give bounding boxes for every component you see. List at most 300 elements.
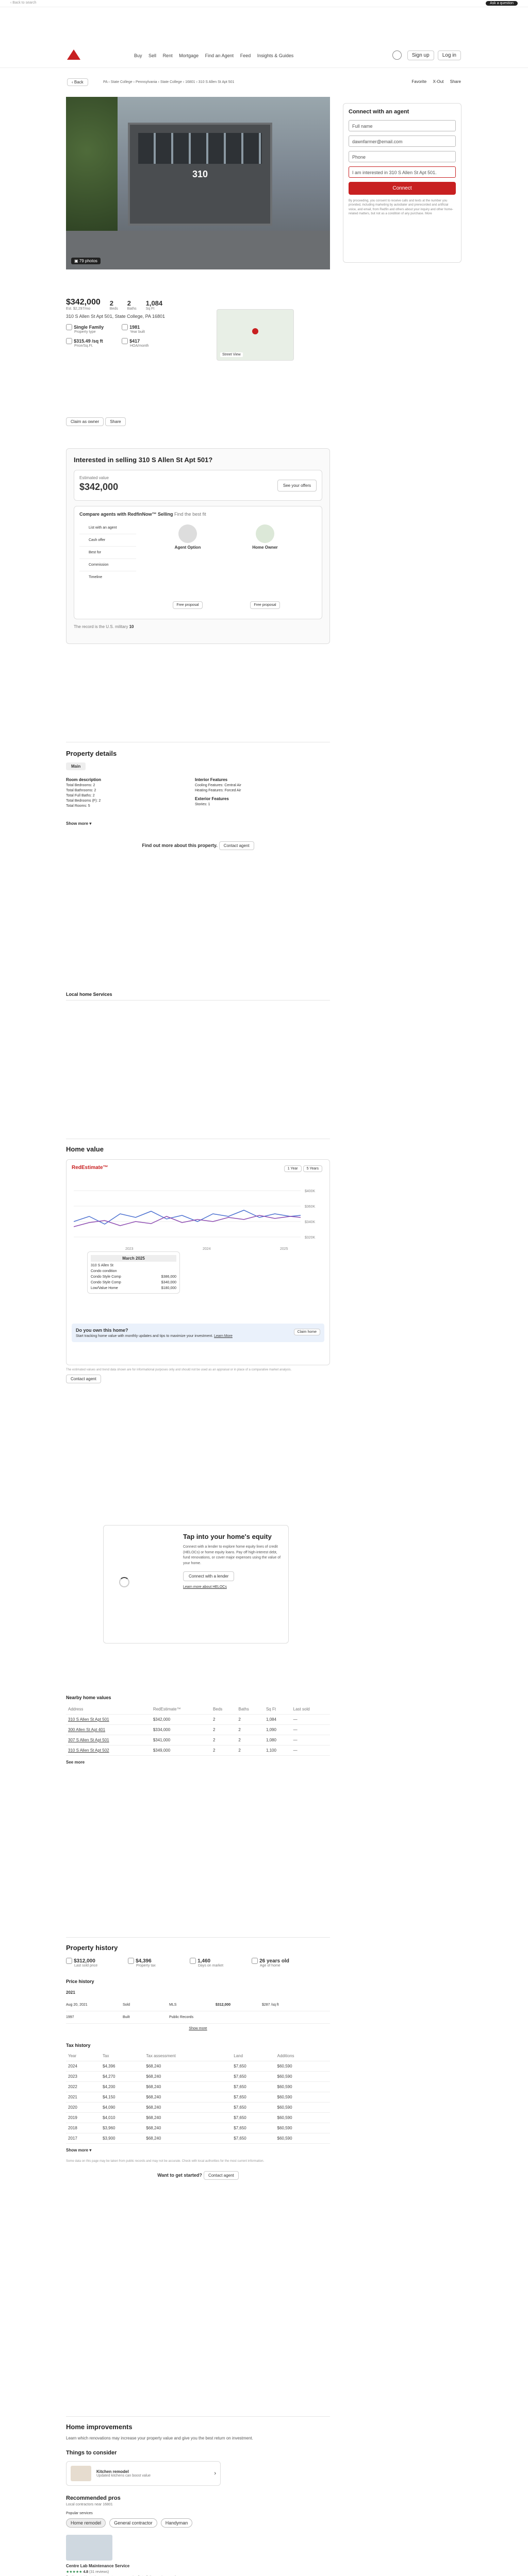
cell: $60,590 bbox=[275, 2082, 330, 2092]
star-icon: ★★★★★ bbox=[66, 2570, 82, 2574]
stat-value: $312,000 bbox=[74, 1958, 95, 1964]
exterior-item: Stories: 1 bbox=[195, 803, 210, 806]
pros-title: Recommended pros bbox=[66, 2495, 121, 2501]
compare-col-2 bbox=[239, 524, 291, 609]
cell: $4,396 bbox=[101, 2061, 144, 2072]
history-contact-text: Want to get started? bbox=[157, 2173, 202, 2178]
ask-question-pill[interactable]: Ask a question bbox=[486, 1, 518, 6]
cell: $68,240 bbox=[144, 2082, 232, 2092]
sqft-label: Sq Ft bbox=[145, 307, 155, 311]
col-header: Year bbox=[66, 2051, 101, 2061]
cell: $68,240 bbox=[144, 2123, 232, 2133]
nav-mortgage[interactable]: Mortgage bbox=[179, 53, 199, 58]
cell: $4,150 bbox=[101, 2092, 144, 2103]
owner-avatar bbox=[256, 524, 274, 543]
cell: $7,650 bbox=[232, 2072, 275, 2082]
cell: 1,080 bbox=[264, 1735, 291, 1745]
address: 310 S Allen St Apt 501, State College, PA 16801 bbox=[66, 314, 165, 319]
nav-feed[interactable]: Feed bbox=[240, 53, 251, 58]
fact-icon bbox=[122, 324, 128, 330]
breadcrumb-item[interactable]: State College bbox=[160, 80, 182, 84]
cell: $60,590 bbox=[275, 2113, 330, 2123]
equity-text: Connect with a lender to explore home equity lines of credit (HELOCs) or home equity loans. Pay off high-interest debt, fund renovations, or cover major expenses using the value of your home. bbox=[183, 1545, 281, 1565]
fact-label: HOA/month bbox=[130, 344, 149, 348]
cell: 2 bbox=[236, 1745, 264, 1756]
compare-col-2-button[interactable]: Free proposal bbox=[250, 601, 279, 609]
street-ground bbox=[66, 231, 330, 269]
cell: $7,650 bbox=[232, 2113, 275, 2123]
stat-label: Last sold price bbox=[74, 1964, 98, 1968]
back-button[interactable]: ‹ Back bbox=[67, 78, 88, 86]
history-contact-button[interactable]: Contact agent bbox=[204, 2171, 239, 2180]
home-value-disclaimer: The estimated values and trend data shown are for informational purposes only and should not be used as an appraisal or in place of a comparative market analysis. bbox=[66, 1368, 292, 1371]
table-row bbox=[66, 2072, 330, 2082]
nav-rent[interactable]: Rent bbox=[162, 53, 173, 58]
table-row[interactable] bbox=[66, 1745, 330, 1756]
cell: — bbox=[291, 1735, 330, 1745]
building-number: 310 bbox=[192, 169, 208, 179]
cell: 2019 bbox=[66, 2113, 101, 2123]
x-tick: 2024 bbox=[203, 1247, 211, 1251]
tooltip-val: $340,000 bbox=[161, 1281, 176, 1284]
price-event: Sold bbox=[123, 2003, 130, 2007]
message-field[interactable]: I am interested in 310 S Allen St Apt 501. bbox=[349, 166, 456, 178]
room-item: Total Bedrooms (F): 2 bbox=[66, 799, 101, 803]
thing-card[interactable] bbox=[66, 2461, 221, 2486]
home-value-contact-button[interactable]: Contact agent bbox=[66, 1375, 101, 1383]
cell: $60,590 bbox=[275, 2072, 330, 2082]
compare-row: Timeline bbox=[89, 575, 103, 579]
cell: $4,270 bbox=[101, 2072, 144, 2082]
stat-value: 26 years old bbox=[259, 1958, 289, 1964]
price-psf: $287 /sq ft bbox=[262, 2003, 279, 2007]
cell: 2023 bbox=[66, 2072, 101, 2082]
cell: $68,240 bbox=[144, 2113, 232, 2123]
nearby-title: Nearby home values bbox=[66, 1695, 111, 1700]
share-button[interactable]: Share bbox=[105, 417, 125, 426]
address-cell[interactable]: 307 S Allen St Apt 501 bbox=[66, 1735, 151, 1745]
price-date: 1997 bbox=[66, 2015, 74, 2020]
equity-card bbox=[103, 1525, 289, 1643]
property-details bbox=[66, 742, 330, 927]
renovation-icon bbox=[71, 2466, 91, 2481]
breadcrumb-item[interactable]: PA bbox=[103, 80, 108, 84]
compare-col-1-button[interactable]: Free proposal bbox=[173, 601, 202, 609]
banner-link[interactable]: Learn More bbox=[214, 1334, 233, 1338]
table-row bbox=[66, 2113, 330, 2123]
cell: $7,650 bbox=[232, 2061, 275, 2072]
redfin-logo[interactable] bbox=[67, 49, 80, 60]
stat-icon bbox=[128, 1958, 134, 1964]
cell: $60,590 bbox=[275, 2061, 330, 2072]
breadcrumb-item[interactable]: State College bbox=[110, 80, 133, 84]
own-home-banner bbox=[72, 1324, 324, 1342]
compare-row: Cash offer bbox=[79, 534, 136, 547]
estimate-box bbox=[74, 470, 322, 501]
tooltip-title: March 2025 bbox=[91, 1255, 176, 1262]
table-row[interactable] bbox=[66, 1725, 330, 1735]
estimate-chart-card bbox=[66, 1159, 330, 1365]
thing-sub: Updated kitchens can boost value bbox=[96, 2474, 151, 2478]
cell: $4,090 bbox=[101, 2103, 144, 2113]
breadcrumb-item[interactable]: 310 S Allen St Apt 501 bbox=[198, 80, 235, 84]
col-header: RedEstimate™ bbox=[151, 1704, 211, 1715]
cell: $68,240 bbox=[144, 2092, 232, 2103]
stat-label: Age of home bbox=[260, 1964, 280, 1968]
tooltip-key: Condo Style Comp bbox=[91, 1275, 121, 1279]
banner-text: Start tracking home value with monthly updates and tips to maximize your investment. bbox=[76, 1334, 213, 1338]
home-value bbox=[66, 1139, 330, 1406]
cell: — bbox=[291, 1745, 330, 1756]
price-label: Est. $2,297/mo bbox=[66, 307, 91, 311]
cell: $7,650 bbox=[232, 2103, 275, 2113]
phone-field[interactable]: Phone bbox=[349, 151, 456, 162]
cell: $60,590 bbox=[275, 2092, 330, 2103]
cell: $349,000 bbox=[151, 1745, 211, 1756]
stat-icon bbox=[190, 1958, 196, 1964]
stat-icon bbox=[66, 1958, 72, 1964]
popular-label: Popular services bbox=[66, 2512, 93, 2515]
hero-photo[interactable] bbox=[66, 97, 330, 269]
camera-icon: ▣ bbox=[74, 259, 79, 263]
room-description-title: Room description bbox=[66, 777, 102, 782]
table-row bbox=[66, 2092, 330, 2103]
room-item: Total Bathrooms: 2 bbox=[66, 789, 96, 792]
price: $342,000 bbox=[66, 298, 101, 307]
nav-insights[interactable]: Insights & Guides bbox=[257, 53, 294, 58]
building-window-row bbox=[138, 133, 262, 164]
cell: $4,200 bbox=[101, 2082, 144, 2092]
table-row[interactable] bbox=[66, 1715, 330, 1725]
service-chip[interactable]: Handyman bbox=[161, 2518, 193, 2528]
price-price: $312,000 bbox=[216, 2003, 231, 2007]
property-details-title[interactable]: Property details bbox=[66, 750, 117, 757]
nav-find-agent[interactable]: Find an Agent bbox=[205, 53, 234, 58]
sqft-value: 1,084 bbox=[145, 299, 163, 307]
cell: 2 bbox=[236, 1725, 264, 1735]
y-tick: $360K bbox=[305, 1205, 316, 1209]
value-chart bbox=[74, 1185, 321, 1252]
loading-spinner bbox=[119, 1577, 129, 1587]
see-offers-link[interactable]: See your offers bbox=[277, 480, 317, 492]
room-item: Total Full Baths: 2 bbox=[66, 794, 95, 798]
price-date: Aug 20, 2021 bbox=[66, 2003, 88, 2007]
stat-label: Days on market bbox=[198, 1964, 224, 1968]
tooltip-key: Condo Style Comp bbox=[91, 1281, 121, 1284]
fact-label: Property type bbox=[74, 330, 96, 334]
cell: 1,084 bbox=[264, 1715, 291, 1725]
table-row bbox=[66, 2082, 330, 2092]
cell: $60,590 bbox=[275, 2133, 330, 2144]
photos-label[interactable]: ▣ 79 photos bbox=[71, 258, 101, 264]
col-header: Last sold bbox=[291, 1704, 330, 1715]
cell: 2 bbox=[236, 1715, 264, 1725]
history-stats bbox=[66, 1958, 330, 1968]
nav-sell[interactable]: Sell bbox=[148, 53, 157, 58]
tax-history-title: Tax history bbox=[66, 2043, 91, 2048]
fact-value: 1981 bbox=[129, 325, 140, 330]
y-tick: $400K bbox=[305, 1190, 316, 1193]
col-header: Baths bbox=[236, 1704, 264, 1715]
tooltip-key: Low/Value Home bbox=[91, 1286, 118, 1290]
cell: 2017 bbox=[66, 2133, 101, 2144]
baths-label: Baths bbox=[127, 307, 137, 311]
email-field[interactable]: dawnfarmer@email.com bbox=[349, 135, 456, 147]
map-pin-icon bbox=[252, 328, 258, 334]
col-header: Sq Ft bbox=[264, 1704, 291, 1715]
beds-label: Beds bbox=[109, 307, 118, 311]
nearby-table bbox=[66, 1704, 330, 1756]
thing-title: Kitchen remodel bbox=[96, 2469, 129, 2474]
price-year: 2021 bbox=[66, 1990, 75, 1995]
full-name-field[interactable]: Full name bbox=[349, 120, 456, 131]
show-more-link[interactable]: Show more ▾ bbox=[66, 821, 92, 826]
summary-buttons bbox=[66, 417, 221, 426]
breadcrumb: PA › State College › Pennsylvania › State College › 16801 › 310 S Allen St Apt 501 bbox=[103, 80, 235, 84]
room-item: Total Bedrooms: 2 bbox=[66, 784, 95, 787]
compare-rows bbox=[79, 522, 136, 583]
price-show-more[interactable]: Show more bbox=[189, 2027, 207, 2031]
chevron-right-icon: › bbox=[214, 2470, 216, 2477]
cell: $60,590 bbox=[275, 2103, 330, 2113]
improve-title[interactable]: Home improvements bbox=[66, 2423, 133, 2431]
compare-row: Commission bbox=[79, 559, 136, 571]
nearby-see-more[interactable]: See more bbox=[66, 1760, 85, 1765]
fact-value: $315.49 /sq ft bbox=[74, 338, 103, 344]
chart-tooltip bbox=[87, 1251, 180, 1294]
table-row bbox=[66, 2061, 330, 2072]
stat-value: $4,396 bbox=[136, 1958, 152, 1964]
cell: 1,090 bbox=[264, 1725, 291, 1735]
cell: 2 bbox=[211, 1725, 236, 1735]
local-services-title: Local home Services bbox=[66, 992, 112, 997]
fact-value: $417 bbox=[129, 338, 140, 344]
record-label: The record is the U.S. military bbox=[74, 624, 128, 629]
table-row bbox=[66, 2133, 330, 2144]
redestimate-legend: RedEstimate™ bbox=[72, 1165, 108, 1171]
claim-owner-button[interactable]: Claim as owner bbox=[66, 417, 104, 426]
col-header: Address bbox=[66, 1704, 151, 1715]
compare-col-1-title: Agent Option bbox=[174, 545, 201, 550]
interior-title: Interior Features bbox=[195, 777, 228, 782]
compare-col-2-title: Home Owner bbox=[252, 545, 278, 550]
compare-row: List with an agent bbox=[79, 522, 136, 534]
compare-col-1 bbox=[162, 524, 213, 609]
divider bbox=[66, 1937, 330, 1938]
selling-title: Interested in selling 310 S Allen St Apt 501? bbox=[74, 456, 213, 464]
cell: 2 bbox=[236, 1735, 264, 1745]
banner-title: Do you own this home? bbox=[76, 1328, 128, 1333]
tooltip-val: $180,000 bbox=[161, 1286, 176, 1290]
exterior-title: Exterior Features bbox=[195, 796, 229, 801]
col-header: Land bbox=[232, 2051, 275, 2061]
top-banner bbox=[0, 0, 528, 7]
y-tick: $320K bbox=[305, 1236, 316, 1240]
record-value: 10 bbox=[129, 624, 134, 629]
room-item: Total Rooms: 5 bbox=[66, 804, 90, 808]
home-value-title[interactable]: Home value bbox=[66, 1145, 104, 1153]
table-row bbox=[66, 2123, 330, 2133]
stat-icon bbox=[252, 1958, 258, 1964]
service-chip[interactable]: General contractor bbox=[109, 2518, 157, 2528]
pro-name: Centre Lab Maintenance Service bbox=[66, 2564, 130, 2568]
estimate-label: Estimated value bbox=[79, 476, 109, 480]
pro-card[interactable] bbox=[66, 2535, 200, 2576]
fact-icon bbox=[122, 338, 128, 344]
divider bbox=[66, 1000, 330, 1001]
address-cell[interactable]: 300 Allen St Apt 401 bbox=[66, 1725, 151, 1735]
cell: 2022 bbox=[66, 2082, 101, 2092]
price-row[interactable] bbox=[66, 2011, 330, 2024]
top-banner-link[interactable]: ‹ Back to search bbox=[10, 1, 37, 5]
site-header bbox=[0, 46, 528, 68]
address-cell[interactable]: 310 S Allen St Apt 501 bbox=[66, 1715, 151, 1725]
fact-icon bbox=[66, 324, 72, 330]
stat-value: 1,460 bbox=[197, 1958, 211, 1964]
y-tick: $340K bbox=[305, 1221, 316, 1224]
find-more-text: Find out more about this property. bbox=[142, 843, 218, 848]
cell: $68,240 bbox=[144, 2133, 232, 2144]
heloc-link[interactable]: Learn more about HELOCs bbox=[183, 1585, 227, 1589]
cell: $7,650 bbox=[232, 2133, 275, 2144]
compare-subtitle: Find the best fit bbox=[174, 512, 206, 517]
table-row[interactable] bbox=[66, 1735, 330, 1745]
cell: $3,900 bbox=[101, 2133, 144, 2144]
interior-item: Cooling Features: Central Air bbox=[195, 784, 241, 787]
local-services bbox=[66, 992, 330, 1001]
favorite-button[interactable]: Favorite bbox=[411, 79, 427, 84]
connect-button[interactable]: Connect bbox=[349, 182, 456, 195]
x-tick: 2025 bbox=[280, 1247, 288, 1251]
table-row bbox=[66, 2103, 330, 2113]
col-header: Additions bbox=[275, 2051, 330, 2061]
cell: 2021 bbox=[66, 2092, 101, 2103]
toggle-1yr[interactable]: 1 Year bbox=[284, 1165, 302, 1172]
tooltip-val: $386,000 bbox=[161, 1275, 176, 1279]
pro-reviews: (31 reviews) bbox=[89, 2570, 109, 2574]
estimate-value: $342,000 bbox=[79, 482, 119, 492]
agent-form-title: Connect with an agent bbox=[349, 109, 409, 115]
home-improvements bbox=[66, 2416, 330, 2576]
cell: $7,650 bbox=[232, 2123, 275, 2133]
nearby-values bbox=[66, 1695, 330, 1865]
nav-buy[interactable]: Buy bbox=[134, 53, 142, 58]
price-price bbox=[216, 2015, 246, 2019]
col-header: Tax bbox=[101, 2051, 144, 2061]
xout-button[interactable]: X-Out bbox=[433, 79, 444, 84]
cell: $334,000 bbox=[151, 1725, 211, 1735]
pro-rating: 4.8 bbox=[83, 2570, 89, 2574]
sub-nav bbox=[0, 77, 528, 90]
find-more-button[interactable]: Contact agent bbox=[219, 841, 254, 850]
cell: $3,960 bbox=[101, 2123, 144, 2133]
price-row[interactable] bbox=[66, 1999, 330, 2011]
agent-avatar bbox=[178, 524, 197, 543]
cell: 1,100 bbox=[264, 1745, 291, 1756]
property-history bbox=[66, 1937, 330, 2401]
claim-home-button[interactable]: Claim home bbox=[294, 1329, 320, 1335]
cell: — bbox=[291, 1725, 330, 1735]
cell: 2 bbox=[211, 1735, 236, 1745]
cell: 2024 bbox=[66, 2061, 101, 2072]
cell: $7,650 bbox=[232, 2092, 275, 2103]
mini-map[interactable] bbox=[217, 309, 294, 361]
history-title[interactable]: Property history bbox=[66, 1944, 118, 1952]
sign-up-button[interactable]: Sign up bbox=[407, 50, 434, 60]
compare-row: Best for bbox=[79, 547, 136, 559]
equity-title: Tap into your home's equity bbox=[183, 1533, 272, 1540]
service-chip[interactable]: Home remodel bbox=[66, 2518, 106, 2528]
header-nav bbox=[134, 53, 293, 58]
price-source: Public Records bbox=[169, 2015, 194, 2020]
connect-lender-button[interactable]: Connect with a lender bbox=[183, 1571, 234, 1581]
toggle-5yr[interactable]: 5 Years bbox=[303, 1165, 322, 1172]
compare-title: Compare agents with RedfinNow™ Selling bbox=[79, 512, 173, 517]
cell: $341,000 bbox=[151, 1735, 211, 1745]
tax-table bbox=[66, 2051, 330, 2144]
fact-label: Price/Sq.Ft. bbox=[74, 344, 93, 348]
fact-label: Year built bbox=[130, 330, 145, 334]
breadcrumb-item[interactable]: Pennsylvania bbox=[135, 80, 157, 84]
cell: — bbox=[291, 1715, 330, 1725]
tooltip-key: Condo condition bbox=[91, 1269, 117, 1273]
selling-card bbox=[66, 448, 330, 644]
share-button[interactable]: Share bbox=[450, 79, 461, 84]
address-cell[interactable]: 310 S Allen St Apt 502 bbox=[66, 1745, 151, 1756]
history-disclaimer: Some data on this page may be taken from public records and may not be accurate. Check with local authorities for the most current information. bbox=[66, 2160, 265, 2163]
fact-value: Single Family bbox=[74, 325, 104, 330]
tree-shape bbox=[66, 97, 118, 231]
price-event: Built bbox=[123, 2015, 130, 2020]
pros-subtitle: Local contractors near 16801 bbox=[66, 2503, 113, 2506]
subnav-actions bbox=[411, 79, 461, 84]
price-history-title: Price history bbox=[66, 1979, 94, 1985]
tax-show-more[interactable]: Show more ▾ bbox=[66, 2148, 92, 2153]
cell: 2 bbox=[211, 1715, 236, 1725]
property-tab-main[interactable]: Main bbox=[66, 762, 86, 770]
tooltip-key: 310 S Allen St bbox=[91, 1264, 113, 1267]
header-actions bbox=[392, 50, 461, 60]
fact-icon bbox=[66, 338, 72, 344]
pro-photo bbox=[66, 2535, 112, 2561]
cell: $68,240 bbox=[144, 2072, 232, 2082]
compare-box bbox=[74, 506, 322, 619]
things-title: Things to consider bbox=[66, 2450, 117, 2456]
cell: 2018 bbox=[66, 2123, 101, 2133]
stat-label: Property tax bbox=[136, 1964, 156, 1968]
street-view-label[interactable]: Street View bbox=[220, 352, 243, 357]
breadcrumb-item[interactable]: 16801 bbox=[185, 80, 195, 84]
agent-form-card bbox=[343, 103, 461, 263]
cell: 2 bbox=[211, 1745, 236, 1756]
divider bbox=[66, 2416, 330, 2417]
baths-value: 2 bbox=[127, 299, 131, 307]
heart-icon[interactable] bbox=[392, 50, 402, 60]
log-in-button[interactable]: Log in bbox=[438, 50, 461, 60]
cell: $68,240 bbox=[144, 2103, 232, 2113]
x-tick: 2023 bbox=[125, 1247, 134, 1251]
col-header: Beds bbox=[211, 1704, 236, 1715]
cell: 2020 bbox=[66, 2103, 101, 2113]
interior-item: Heating Features: Forced Air bbox=[195, 789, 241, 792]
cell: $7,650 bbox=[232, 2082, 275, 2092]
agent-form-disclaimer: By proceeding, you consent to receive calls and texts at the number you provided, including marketing by autodialer and prerecorded and artificial voice, and email, from Redfin and others about your inquiry and other home-related matters, but not as a condition of any purchase. More bbox=[349, 199, 453, 216]
col-header: Tax assessment bbox=[144, 2051, 232, 2061]
cell: $68,240 bbox=[144, 2061, 232, 2072]
improve-text: Learn which renovations may increase your property value and give you the best return on investment. bbox=[66, 2436, 253, 2441]
cell: $342,000 bbox=[151, 1715, 211, 1725]
price-source: MLS bbox=[169, 2003, 177, 2007]
